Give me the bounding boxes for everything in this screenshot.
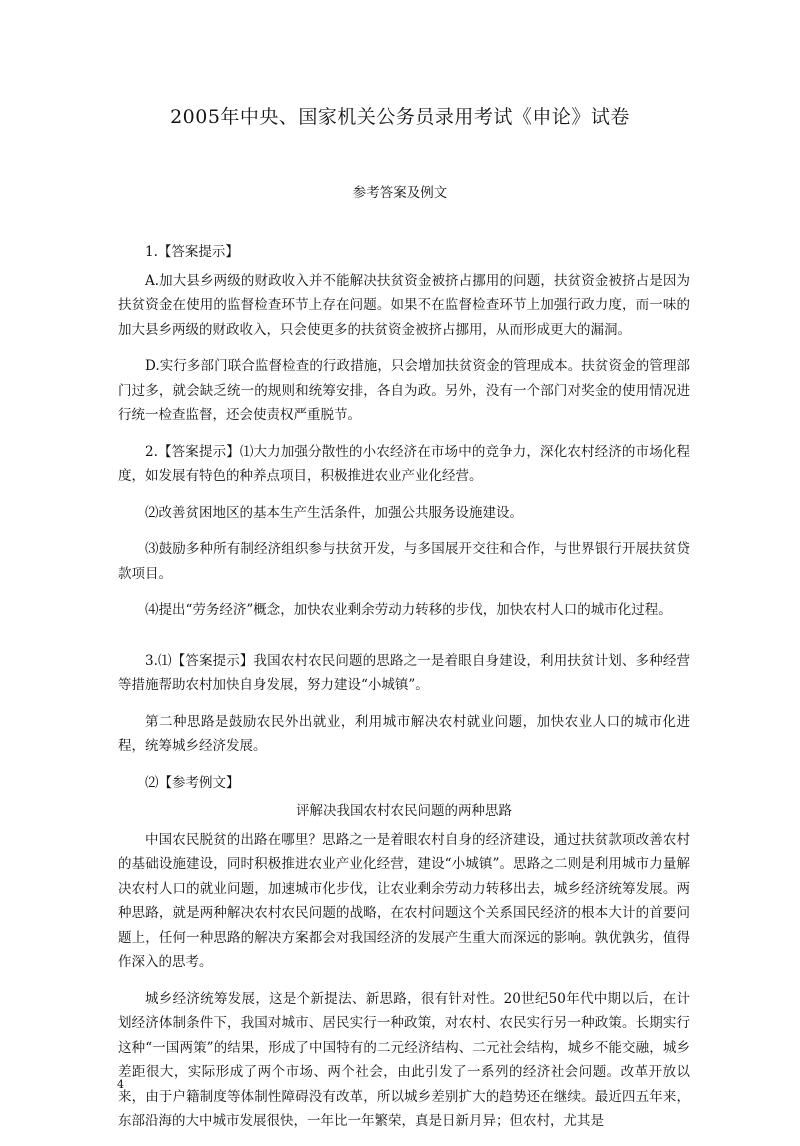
essay-paragraph-1: 中国农民脱贫的出路在哪里？思路之一是着眼农村自身的经济建设，通过扶贫款项改善农村的基础设施建设，同时积极推进农业产业化经营，建设“小城镇”。思路之二则是利用城市力量解决农村人口的就业问题，加速城市化步伐，让农业剩余劳动力转移出去，城乡经济统筹发展。两种思路，就是两种解决农村农民问题的战略，在农村问题这个关系国民经济的根本大计的首要问题上，任何一种思路的解决方案都会对我国经济的发展产生重大而深远的影响。孰优孰劣，值得作深入的思考。 <box>118 831 690 970</box>
answer-3-second-approach: 第二种思路是鼓励农民外出就业，利用城市解决农村就业问题，加快农业人口的城市化进程，统筹城乡经济发展。 <box>118 713 690 754</box>
answer-1-option-a: A.加大县乡两级的财政收入并不能解决扶贫资金被挤占挪用的问题，扶贫资金被挤占是因为扶贫资金在使用的监督检查环节上存在问题。如果不在监督检查环节上加强行政力度，而一味的加大县乡两级的财政收入，只会使更多的扶贫资金被挤占挪用，从而形成更大的漏洞。 <box>118 272 690 338</box>
document-title: 2005年中央、国家机关公务员录用考试《申论》试卷 <box>170 106 630 128</box>
answer-1-option-d: D.实行多部门联合监督检查的行政措施，只会增加扶贫资金的管理成本。扶贫资金的管理部门过多，就会缺乏统一的规则和统筹安排，各自为政。另外，没有一个部门对奖金的使用情况进行统一检查监督，还会使责权严重脱节。 <box>118 358 690 423</box>
document-body <box>118 240 690 1146</box>
page-number: 4 <box>117 1078 124 1091</box>
answer-2-point-2: ⑵改善贫困地区的基本生产生活条件，加强公共服务设施建设。 <box>145 504 523 521</box>
answer-3-part-1: 3.⑴【答案提示】我国农村农民问题的思路之一是着眼自身建设，利用扶贫计划、多种经营等措施帮助农村加快自身发展，努力建设“小城镇”。 <box>118 652 690 693</box>
essay-paragraph-2: 城乡经济统筹发展，这是个新提法、新思路，很有针对性。20世纪50年代中期以后，在计划经济体制条件下，我国对城市、居民实行一种政策，对农村、农民实行另一种政策。长期实行这种“一国两策”的结果，形成了中国特有的二元经济结构、二元社会结构，城乡不能交融，城乡差距很大，实际形成了两个市场、两个社会，由此引发了一系列的经济社会问题。改革开放以来，由于户籍制度等体制性障碍没有改革，所以城乡差别扩大的趋势还在继续。最近四五年来，东部沿海的大中城市发展很快，一年比一年繁荣，真是日新月异；但农村，尤其是 <box>118 990 690 1129</box>
essay-title: 评解决我国农村农民问题的两种思路 <box>296 803 512 819</box>
answer-2-point-3: ⑶鼓励多种所有制经济组织参与扶贫开发，与多国展开交往和合作，与世界银行开展扶贫贷款项目。 <box>118 541 690 582</box>
document-subtitle: 参考答案及例文 <box>352 185 448 201</box>
answer-2-point-4: ⑷提出“劳务经济”概念，加快农业剩余劳动力转移的步伐，加快农村人口的城市化过程。 <box>145 602 672 618</box>
answer-3-part-2-heading: ⑵【参考例文】 <box>145 774 240 791</box>
answer-1-heading: 1.【答案提示】 <box>145 244 239 260</box>
answer-2-point-1: 2.【答案提示】⑴大力加强分散性的小农经济在市场中的竞争力，深化农村经济的市场化程度，如发展有特色的种养点项目，积极推进农业产业化经营。 <box>118 443 690 484</box>
